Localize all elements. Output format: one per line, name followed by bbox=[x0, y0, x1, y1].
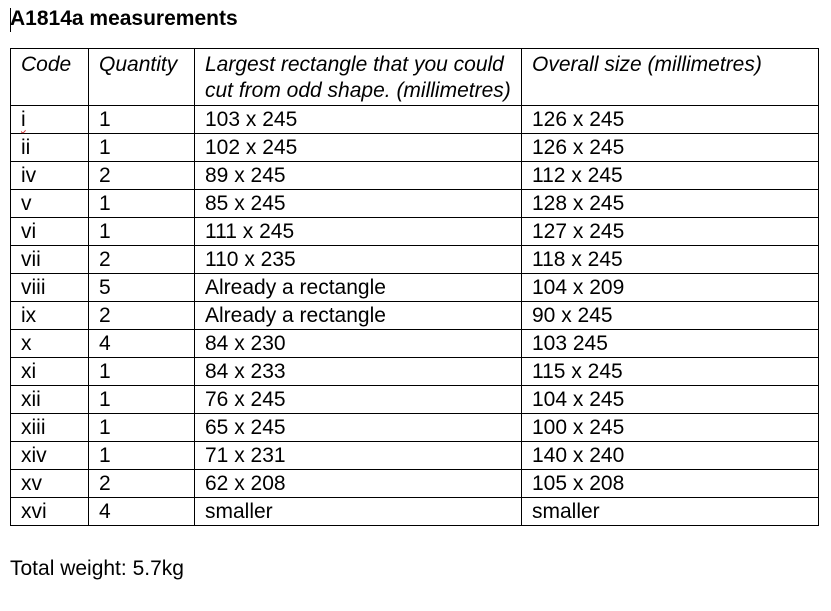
measurements-table[interactable] bbox=[10, 48, 819, 526]
table-row bbox=[11, 414, 819, 442]
table-row bbox=[11, 218, 819, 246]
cell-largest-rectangle[interactable]: 111 x 245 bbox=[195, 218, 522, 246]
cell-largest-rectangle[interactable]: 110 x 235 bbox=[195, 246, 522, 274]
cell-code[interactable] bbox=[11, 106, 89, 134]
cell-overall-size[interactable]: 105 x 208 bbox=[522, 470, 819, 498]
table-row bbox=[11, 134, 819, 162]
cell-quantity[interactable]: 4 bbox=[89, 498, 195, 526]
table-body bbox=[11, 106, 819, 526]
cell-largest-rectangle[interactable]: 76 x 245 bbox=[195, 386, 522, 414]
cell-largest-rectangle[interactable]: 84 x 233 bbox=[195, 358, 522, 386]
cell-overall-size[interactable]: smaller bbox=[522, 498, 819, 526]
cell-overall-size[interactable]: 115 x 245 bbox=[522, 358, 819, 386]
cell-code[interactable]: v bbox=[11, 190, 89, 218]
table-row bbox=[11, 106, 819, 134]
table-row bbox=[11, 330, 819, 358]
cell-code[interactable]: xi bbox=[11, 358, 89, 386]
cell-code[interactable]: ii bbox=[11, 134, 89, 162]
cell-overall-size[interactable]: 112 x 245 bbox=[522, 162, 819, 190]
cell-overall-size[interactable]: 100 x 245 bbox=[522, 414, 819, 442]
cell-quantity[interactable]: 1 bbox=[89, 414, 195, 442]
cell-largest-rectangle[interactable]: 62 x 208 bbox=[195, 470, 522, 498]
header-code[interactable]: Code bbox=[11, 49, 89, 106]
cell-code[interactable]: ix bbox=[11, 302, 89, 330]
header-overall-size[interactable]: Overall size (millimetres) bbox=[522, 49, 819, 106]
cell-quantity[interactable]: 2 bbox=[89, 162, 195, 190]
cell-overall-size[interactable]: 118 x 245 bbox=[522, 246, 819, 274]
cell-overall-size[interactable]: 128 x 245 bbox=[522, 190, 819, 218]
cell-largest-rectangle[interactable]: 84 x 230 bbox=[195, 330, 522, 358]
cell-quantity[interactable]: 1 bbox=[89, 386, 195, 414]
cell-largest-rectangle[interactable]: 65 x 245 bbox=[195, 414, 522, 442]
cell-largest-rectangle[interactable]: Already a rectangle bbox=[195, 302, 522, 330]
table-row bbox=[11, 162, 819, 190]
table-row bbox=[11, 470, 819, 498]
table-row bbox=[11, 274, 819, 302]
cell-code[interactable]: iv bbox=[11, 162, 89, 190]
table-header-row bbox=[11, 49, 819, 106]
header-largest-rectangle[interactable]: Largest rectangle that you could cut from odd shape. (millimetres) bbox=[195, 49, 522, 106]
table-row bbox=[11, 302, 819, 330]
cell-quantity[interactable]: 2 bbox=[89, 246, 195, 274]
document-title[interactable]: A1814a measurements bbox=[10, 7, 238, 30]
total-weight[interactable]: Total weight: 5.7kg bbox=[10, 557, 184, 580]
cell-quantity[interactable]: 1 bbox=[89, 106, 195, 134]
cell-code[interactable]: xiii bbox=[11, 414, 89, 442]
cell-overall-size[interactable]: 140 x 240 bbox=[522, 442, 819, 470]
table-row bbox=[11, 190, 819, 218]
cell-code[interactable]: xv bbox=[11, 470, 89, 498]
cell-quantity[interactable]: 1 bbox=[89, 358, 195, 386]
cell-quantity[interactable]: 1 bbox=[89, 190, 195, 218]
header-quantity[interactable]: Quantity bbox=[89, 49, 195, 106]
cell-overall-size[interactable]: 103 245 bbox=[522, 330, 819, 358]
cell-largest-rectangle[interactable]: Already a rectangle bbox=[195, 274, 522, 302]
cell-overall-size[interactable]: 104 x 209 bbox=[522, 274, 819, 302]
cell-overall-size[interactable]: 126 x 245 bbox=[522, 106, 819, 134]
table-row bbox=[11, 442, 819, 470]
cell-overall-size[interactable]: 90 x 245 bbox=[522, 302, 819, 330]
table-row bbox=[11, 498, 819, 526]
cell-largest-rectangle[interactable]: 103 x 245 bbox=[195, 106, 522, 134]
table-row bbox=[11, 358, 819, 386]
cell-quantity[interactable]: 2 bbox=[89, 470, 195, 498]
cell-largest-rectangle[interactable]: 85 x 245 bbox=[195, 190, 522, 218]
cell-code[interactable]: x bbox=[11, 330, 89, 358]
cell-overall-size[interactable]: 126 x 245 bbox=[522, 134, 819, 162]
cell-quantity[interactable]: 1 bbox=[89, 442, 195, 470]
cell-overall-size[interactable]: 127 x 245 bbox=[522, 218, 819, 246]
cell-quantity[interactable]: 1 bbox=[89, 134, 195, 162]
cell-largest-rectangle[interactable]: 71 x 231 bbox=[195, 442, 522, 470]
cell-largest-rectangle[interactable]: smaller bbox=[195, 498, 522, 526]
cell-code[interactable]: vi bbox=[11, 218, 89, 246]
cell-code[interactable]: xii bbox=[11, 386, 89, 414]
table-row bbox=[11, 246, 819, 274]
cell-code[interactable]: vii bbox=[11, 246, 89, 274]
cell-overall-size[interactable]: 104 x 245 bbox=[522, 386, 819, 414]
cell-quantity[interactable]: 5 bbox=[89, 274, 195, 302]
cell-quantity[interactable]: 2 bbox=[89, 302, 195, 330]
table-row bbox=[11, 386, 819, 414]
cell-quantity[interactable]: 4 bbox=[89, 330, 195, 358]
cell-code[interactable]: xiv bbox=[11, 442, 89, 470]
spellcheck-flagged-word[interactable]: i bbox=[21, 108, 26, 131]
document-body[interactable] bbox=[10, 6, 818, 582]
cell-largest-rectangle[interactable]: 102 x 245 bbox=[195, 134, 522, 162]
cell-code[interactable]: viii bbox=[11, 274, 89, 302]
cell-code[interactable]: xvi bbox=[11, 498, 89, 526]
cell-quantity[interactable]: 1 bbox=[89, 218, 195, 246]
cell-largest-rectangle[interactable]: 89 x 245 bbox=[195, 162, 522, 190]
